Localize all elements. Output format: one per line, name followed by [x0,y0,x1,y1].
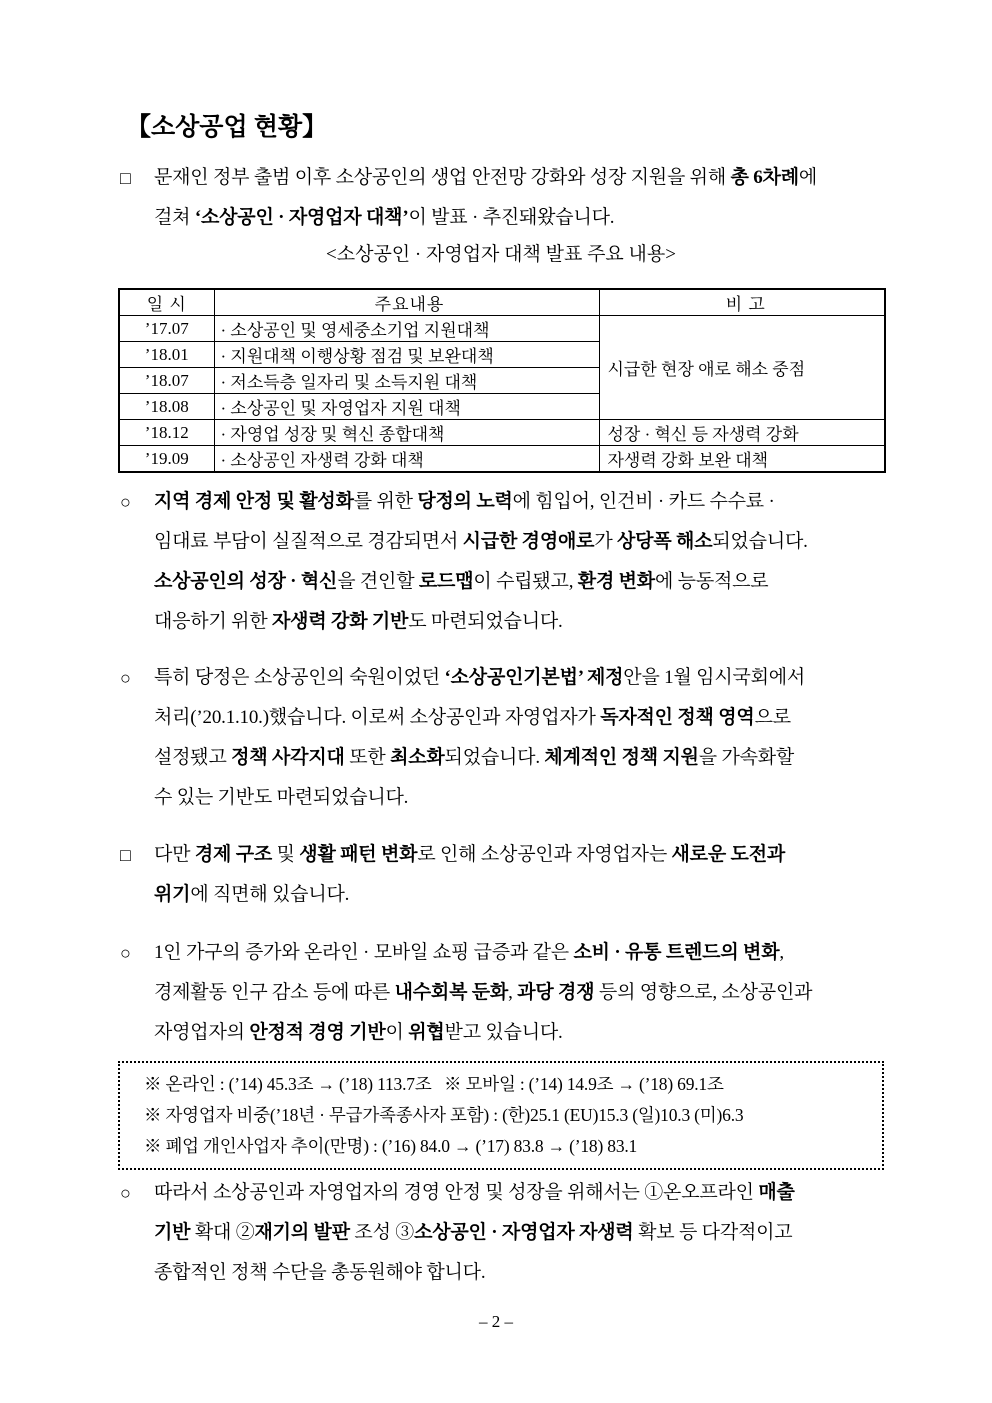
cell-note-merged: 시급한 현장 애로 해소 중점 [599,316,885,420]
bullet-circle-icon: ○ [120,1183,131,1203]
paragraph-text [154,1173,884,1293]
policy-announcements-table [118,288,886,473]
text-line: 문재인 정부 출범 이후 소상공인의 생업 안전망 강화와 성장 지원을 위해 총 6차례에 [154,167,817,188]
bullet-circle-icon: ○ [120,943,131,963]
paragraph-basic-law [120,658,884,818]
text-line: 1인 가구의 증가와 온라인 · 모바일 쇼핑 급증과 같은 소비 · 유통 트렌드의 변화, [154,942,784,963]
bullet-square-icon: □ [120,845,131,865]
note-box-text [144,1069,882,1162]
cell-content: · 소상공인 자생력 강화 대책 [214,446,599,473]
paragraph-text [154,933,884,1053]
cell-content: · 자영업 성장 및 혁신 종합대책 [214,420,599,446]
paragraph-policy-overview [120,158,884,238]
text-line: 위기에 직면해 있습니다. [154,884,350,905]
text-line: 지역 경제 안정 및 활성화를 위한 당정의 노력에 힘입어, 인건비 · 카드 수수료 · [154,491,775,512]
text-line: 경제활동 인구 감소 등에 따른 내수회복 둔화, 과당 경쟁 등의 영향으로, 소상공인과 [154,982,813,1003]
paragraph-text [154,482,884,642]
page-number: – 2 – [479,1312,513,1331]
text-line: 따라서 소상공인과 자영업자의 경영 안정 및 성장을 위해서는 ①온오프라인 매출 [154,1182,795,1203]
table-row [119,420,885,446]
page-title: 【소상공업 현황】 [126,114,328,141]
text-line: 설정됐고 정책 사각지대 또한 최소화되었습니다. 체계적인 정책 지원을 가속화할 [154,747,795,768]
text-line: ※ 폐업 개인사업자 추이(만명) : (’16) 84.0 → (’17) 83.8 → (’18) 83.1 [144,1136,638,1156]
reference-statistics-box [118,1061,884,1170]
cell-note: 자생력 강화 보완 대책 [599,446,885,473]
text-line: 자영업자의 안정적 경영 기반이 위협받고 있습니다. [154,1022,563,1043]
cell-date: ’18.12 [119,420,214,446]
paragraph-conclusion [120,1173,884,1293]
text-line: 처리(’20.1.10.)했습니다. 이로써 소상공인과 자영업자가 독자적인 정책 영역으로 [154,707,791,728]
cell-content: · 소상공인 및 영세중소기업 지원대책 [214,316,599,342]
col-header-content: 주요내용 [214,289,599,316]
cell-date: ’18.08 [119,394,214,420]
paragraph-new-challenges [120,835,884,915]
text-line: 소상공인의 성장 · 혁신을 견인할 로드맵이 수립됐고, 환경 변화에 능동적으로 [154,571,769,592]
paragraph-trend-threats [120,933,884,1053]
table-row [119,446,885,473]
text-line: 대응하기 위한 자생력 강화 기반도 마련되었습니다. [154,611,563,632]
paragraph-text [154,658,884,818]
table-header-row [119,289,885,316]
paragraph-text [154,835,884,915]
table-caption: <소상공인 · 자영업자 대책 발표 주요 내용> [326,244,676,265]
table-row [119,316,885,342]
text-line: 특히 당정은 소상공인의 숙원이었던 ‘소상공인기본법’ 제정안을 1월 임시국회에서 [154,667,806,688]
bullet-square-icon: □ [120,168,131,188]
text-line: 종합적인 정책 수단을 총동원해야 합니다. [154,1262,486,1283]
cell-content: · 소상공인 및 자영업자 지원 대책 [214,394,599,420]
col-header-note: 비 고 [599,289,885,316]
cell-note: 성장 · 혁신 등 자생력 강화 [599,420,885,446]
bullet-circle-icon: ○ [120,668,131,688]
cell-content: · 저소득층 일자리 및 소득지원 대책 [214,368,599,394]
paragraph-text [154,158,884,238]
text-line: 기반 확대 ②재기의 발판 조성 ③소상공인 · 자영업자 자생력 확보 등 다각적이고 [154,1222,793,1243]
cell-date: ’18.01 [119,342,214,368]
cell-date: ’17.07 [119,316,214,342]
col-header-date: 일 시 [119,289,214,316]
paragraph-economy-stabilized [120,482,884,642]
text-line: 걸쳐 ‘소상공인 · 자영업자 대책’이 발표 · 추진돼왔습니다. [154,207,615,228]
text-line: 임대료 부담이 실질적으로 경감되면서 시급한 경영애로가 상당폭 해소되었습니다. [154,531,808,552]
bullet-circle-icon: ○ [120,492,131,512]
cell-date: ’19.09 [119,446,214,473]
cell-date: ’18.07 [119,368,214,394]
cell-content: · 지원대책 이행상황 점검 및 보완대책 [214,342,599,368]
text-line: 다만 경제 구조 및 생활 패턴 변화로 인해 소상공인과 자영업자는 새로운 도전과 [154,844,786,865]
text-line: ※ 자영업자 비중(’18년 · 무급가족종사자 포함) : (한)25.1 (EU)15.3 (일)10.3 (미)6.3 [144,1105,744,1125]
text-line: ※ 온라인 : (’14) 45.3조 → (’18) 113.7조 ※ 모바일 : (’14) 14.9조 → (’18) 69.1조 [144,1074,724,1094]
text-line: 수 있는 기반도 마련되었습니다. [154,787,409,808]
